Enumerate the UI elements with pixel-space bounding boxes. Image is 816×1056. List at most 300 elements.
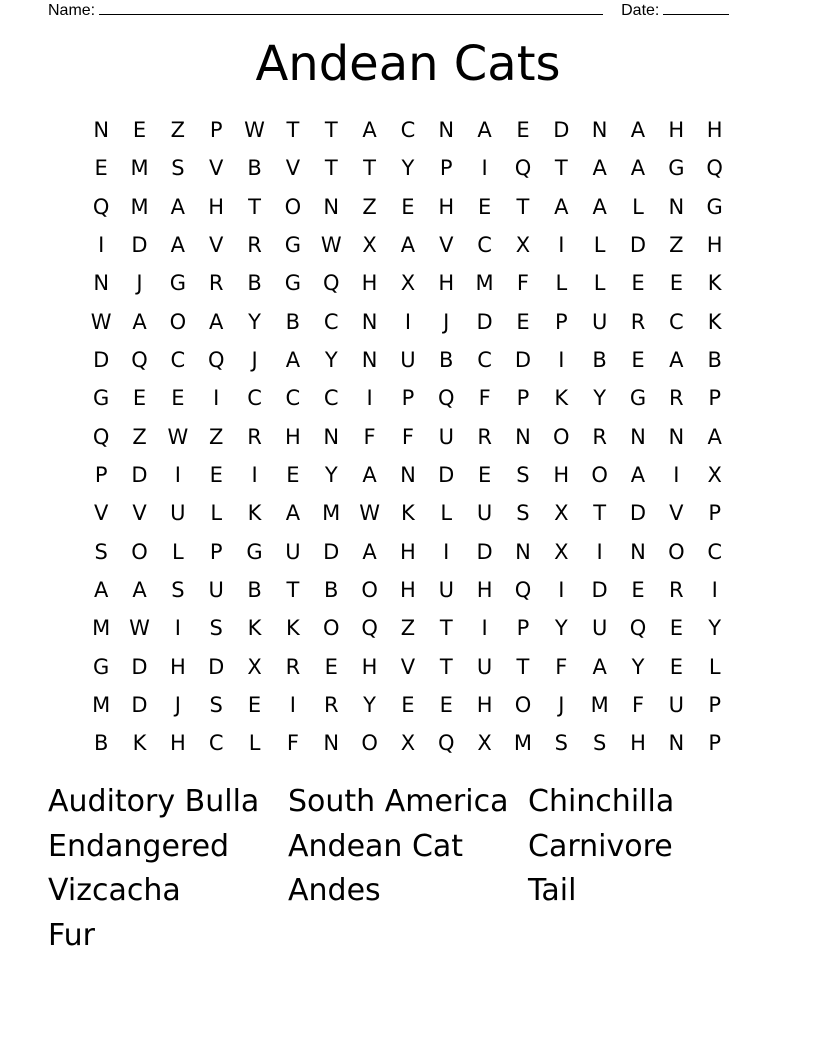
grid-letter[interactable]: W — [244, 118, 265, 143]
grid-letter[interactable]: I — [481, 156, 488, 181]
grid-letter[interactable]: N — [438, 118, 455, 143]
grid-row — [82, 456, 734, 494]
grid-letter[interactable]: E — [286, 463, 300, 488]
grid-letter[interactable]: S — [516, 463, 530, 488]
grid-letter[interactable]: O — [591, 463, 608, 488]
grid-letter[interactable]: S — [209, 693, 223, 718]
grid-letter[interactable]: N — [668, 731, 685, 756]
grid-letter[interactable]: C — [285, 386, 301, 411]
grid-letter[interactable]: F — [631, 693, 645, 718]
grid-letter[interactable]: H — [208, 194, 225, 219]
grid-letter[interactable]: X — [400, 271, 416, 296]
date-label: Date: — [621, 2, 660, 19]
grid-letter[interactable]: D — [629, 233, 647, 258]
letter-grid — [82, 111, 734, 763]
grid-letter[interactable]: D — [208, 654, 225, 679]
grid-letter[interactable]: G — [93, 654, 110, 679]
grid-letter[interactable]: G — [629, 386, 647, 411]
grid-letter[interactable]: F — [401, 424, 414, 449]
grid-letter[interactable]: H — [553, 463, 570, 488]
grid-letter[interactable]: O — [553, 424, 570, 449]
grid-letter[interactable]: N — [323, 424, 340, 449]
grid-letter[interactable]: C — [400, 118, 416, 143]
grid-letter[interactable]: N — [515, 424, 531, 449]
grid-letter[interactable]: B — [285, 309, 301, 334]
grid-letter[interactable]: P — [94, 463, 108, 488]
grid-letter[interactable]: E — [209, 463, 223, 488]
grid-letter[interactable]: I — [251, 463, 258, 488]
word-list-item: Tail — [528, 873, 577, 908]
grid-letter[interactable]: C — [170, 348, 186, 373]
grid-letter[interactable]: R — [630, 309, 646, 334]
grid-letter[interactable]: X — [247, 654, 262, 679]
grid-letter[interactable]: D — [93, 348, 110, 373]
grid-letter[interactable]: E — [516, 118, 530, 143]
grid-row — [82, 303, 734, 341]
grid-letter[interactable]: Y — [554, 616, 568, 641]
grid-letter[interactable]: E — [669, 654, 683, 679]
grid-letter[interactable]: E — [132, 386, 147, 411]
grid-letter[interactable]: P — [401, 386, 415, 411]
grid-letter[interactable]: A — [592, 654, 607, 679]
grid-letter[interactable]: E — [631, 271, 645, 296]
grid-letter[interactable]: X — [515, 233, 531, 258]
grid-letter[interactable]: M — [475, 271, 494, 296]
grid-letter[interactable]: L — [172, 539, 184, 564]
grid-letter[interactable]: C — [707, 539, 722, 564]
grid-letter[interactable]: E — [94, 156, 108, 181]
grid-letter[interactable]: O — [169, 309, 187, 334]
grid-letter[interactable]: H — [361, 271, 378, 296]
grid-letter[interactable]: D — [131, 463, 148, 488]
grid-letter[interactable]: N — [323, 731, 340, 756]
grid-letter[interactable]: Z — [400, 616, 416, 641]
grid-letter[interactable]: C — [323, 309, 339, 334]
grid-letter[interactable]: W — [359, 501, 380, 526]
grid-letter[interactable]: H — [438, 194, 455, 219]
grid-letter[interactable]: U — [285, 539, 301, 564]
grid-letter[interactable]: Z — [362, 194, 377, 219]
grid-letter[interactable]: N — [630, 539, 646, 564]
grid-letter[interactable]: U — [208, 578, 224, 603]
grid-letter[interactable]: T — [554, 156, 568, 181]
grid-letter[interactable]: E — [631, 578, 645, 603]
grid-letter[interactable]: P — [708, 386, 721, 411]
grid-letter[interactable]: A — [592, 194, 607, 219]
date-field[interactable] — [663, 0, 729, 15]
grid-letter[interactable]: Y — [324, 463, 338, 488]
grid-letter[interactable]: H — [630, 731, 646, 756]
grid-letter[interactable]: Q — [706, 156, 723, 181]
grid-letter[interactable]: M — [322, 501, 341, 526]
grid-letter[interactable]: Y — [593, 386, 607, 411]
grid-letter[interactable]: X — [362, 233, 377, 258]
grid-letter[interactable]: S — [516, 501, 530, 526]
grid-letter[interactable]: R — [208, 271, 224, 296]
grid-letter[interactable]: L — [593, 233, 606, 258]
grid-letter[interactable]: H — [476, 578, 493, 603]
grid-letter[interactable]: W — [167, 424, 189, 449]
grid-letter[interactable]: J — [251, 348, 258, 373]
grid-letter[interactable]: R — [669, 386, 684, 411]
grid-letter[interactable]: E — [401, 194, 415, 219]
grid-letter[interactable]: S — [554, 731, 568, 756]
grid-letter[interactable]: M — [92, 693, 111, 718]
grid-letter[interactable]: H — [400, 539, 416, 564]
grid-letter[interactable]: V — [93, 501, 109, 526]
grid-letter[interactable]: X — [554, 539, 569, 564]
grid-letter[interactable]: I — [558, 348, 565, 373]
grid-letter[interactable]: K — [707, 309, 722, 334]
grid-letter[interactable]: N — [361, 348, 378, 373]
grid-letter[interactable]: B — [247, 578, 262, 603]
grid-letter[interactable]: A — [285, 348, 301, 373]
grid-letter[interactable]: A — [554, 194, 569, 219]
grid-letter[interactable]: C — [477, 233, 492, 258]
grid-letter[interactable]: T — [248, 194, 261, 219]
grid-row — [82, 379, 734, 417]
grid-letter[interactable]: K — [286, 616, 300, 641]
grid-letter[interactable]: T — [324, 118, 338, 143]
grid-letter[interactable]: X — [477, 731, 492, 756]
grid-letter[interactable]: E — [631, 348, 645, 373]
grid-letter[interactable]: T — [286, 578, 300, 603]
grid-letter[interactable]: S — [94, 539, 108, 564]
grid-letter[interactable]: U — [668, 693, 685, 718]
grid-letter[interactable]: A — [630, 463, 646, 488]
grid-letter[interactable]: B — [592, 348, 607, 373]
grid-letter[interactable]: Q — [514, 578, 532, 603]
grid-letter[interactable]: H — [361, 654, 378, 679]
grid-letter[interactable]: C — [323, 386, 339, 411]
grid-letter[interactable]: D — [476, 309, 493, 334]
grid-letter[interactable]: I — [289, 693, 296, 718]
grid-letter[interactable]: H — [400, 578, 416, 603]
grid-letter[interactable]: F — [363, 424, 376, 449]
grid-letter[interactable]: B — [707, 348, 722, 373]
grid-letter[interactable]: Y — [708, 616, 722, 641]
grid-letter[interactable]: F — [478, 386, 491, 411]
grid-letter[interactable]: S — [171, 156, 185, 181]
grid-letter[interactable]: M — [513, 731, 533, 756]
grid-letter[interactable]: D — [553, 118, 570, 143]
grid-letter[interactable]: L — [440, 501, 453, 526]
grid-letter[interactable]: E — [247, 693, 262, 718]
grid-letter[interactable]: R — [247, 424, 262, 449]
grid-letter[interactable]: O — [361, 731, 378, 756]
grid-letter[interactable]: K — [554, 386, 569, 411]
grid-letter[interactable]: P — [708, 693, 721, 718]
grid-letter[interactable]: J — [558, 693, 565, 718]
grid-letter[interactable]: I — [366, 386, 373, 411]
grid-letter[interactable]: G — [246, 539, 263, 564]
grid-letter[interactable]: P — [708, 501, 721, 526]
grid-letter[interactable]: A — [669, 348, 684, 373]
grid-letter[interactable]: Q — [438, 731, 455, 756]
grid-letter[interactable]: F — [555, 654, 568, 679]
grid-letter[interactable]: N — [400, 463, 416, 488]
grid-letter[interactable]: C — [208, 731, 224, 756]
grid-letter[interactable]: I — [443, 539, 450, 564]
grid-letter[interactable]: A — [170, 233, 186, 258]
grid-letter[interactable]: N — [323, 194, 340, 219]
grid-letter[interactable]: M — [92, 616, 111, 641]
grid-letter[interactable]: O — [361, 578, 378, 603]
grid-letter[interactable]: V — [132, 501, 147, 526]
grid-letter[interactable]: I — [673, 463, 680, 488]
grid-letter[interactable]: T — [363, 156, 376, 181]
grid-letter[interactable]: I — [558, 578, 565, 603]
grid-letter[interactable]: H — [169, 731, 186, 756]
grid-letter[interactable]: B — [324, 578, 339, 603]
grid-letter[interactable]: H — [438, 271, 455, 296]
grid-letter[interactable]: R — [285, 654, 301, 679]
grid-letter[interactable]: E — [516, 309, 530, 334]
grid-letter[interactable]: P — [209, 118, 223, 143]
grid-letter[interactable]: L — [555, 271, 568, 296]
grid-letter[interactable]: G — [284, 233, 302, 258]
grid-letter[interactable]: W — [129, 616, 150, 641]
grid-letter[interactable]: D — [131, 233, 148, 258]
grid-letter[interactable]: U — [438, 578, 454, 603]
grid-letter[interactable]: P — [516, 386, 530, 411]
grid-letter[interactable]: D — [476, 539, 493, 564]
grid-letter[interactable]: N — [361, 309, 378, 334]
grid-letter[interactable]: G — [169, 271, 186, 296]
grid-letter[interactable]: N — [668, 424, 685, 449]
grid-letter[interactable]: E — [171, 386, 185, 411]
grid-letter[interactable]: O — [284, 194, 302, 219]
grid-letter[interactable]: Z — [669, 233, 684, 258]
grid-letter[interactable]: J — [443, 309, 450, 334]
grid-letter[interactable]: N — [591, 118, 608, 143]
grid-letter[interactable]: V — [209, 156, 224, 181]
grid-letter[interactable]: N — [515, 539, 531, 564]
grid-letter[interactable]: T — [516, 194, 530, 219]
grid-letter[interactable]: K — [132, 731, 147, 756]
grid-letter[interactable]: S — [592, 731, 607, 756]
grid-letter[interactable]: A — [362, 463, 377, 488]
grid-letter[interactable]: M — [130, 194, 149, 219]
grid-letter[interactable]: Q — [322, 271, 340, 296]
grid-letter[interactable]: A — [93, 578, 109, 603]
grid-letter[interactable]: N — [630, 424, 646, 449]
grid-letter[interactable]: Y — [631, 654, 645, 679]
grid-letter[interactable]: D — [131, 693, 148, 718]
grid-letter[interactable]: G — [706, 194, 723, 219]
word-list-item: Endangered — [48, 828, 230, 864]
grid-letter[interactable]: Z — [209, 424, 224, 449]
grid-letter[interactable]: X — [554, 501, 569, 526]
grid-letter[interactable]: Q — [92, 424, 110, 449]
grid-letter[interactable]: S — [171, 578, 185, 603]
grid-letter[interactable]: H — [706, 118, 723, 143]
name-label: Name: — [48, 2, 96, 19]
grid-letter[interactable]: I — [174, 463, 181, 488]
grid-letter[interactable]: U — [591, 309, 608, 334]
grid-letter[interactable]: L — [210, 501, 223, 526]
grid-letter[interactable]: P — [554, 309, 568, 334]
grid-letter[interactable]: J — [136, 271, 143, 296]
grid-letter[interactable]: A — [592, 156, 607, 181]
grid-letter[interactable]: B — [247, 271, 262, 296]
grid-letter[interactable]: V — [669, 501, 684, 526]
grid-letter[interactable]: D — [514, 348, 532, 373]
grid-letter[interactable]: X — [400, 731, 416, 756]
grid-letter[interactable]: H — [706, 233, 723, 258]
grid-letter[interactable]: U — [438, 424, 454, 449]
grid-letter[interactable]: E — [477, 463, 492, 488]
grid-letter[interactable]: Y — [401, 156, 415, 181]
grid-letter[interactable]: A — [630, 156, 646, 181]
grid-letter[interactable]: R — [669, 578, 684, 603]
grid-letter[interactable]: T — [439, 616, 453, 641]
grid-letter[interactable]: U — [170, 501, 186, 526]
grid-letter[interactable]: P — [439, 156, 453, 181]
grid-letter[interactable]: T — [324, 156, 338, 181]
grid-letter[interactable]: C — [477, 348, 492, 373]
grid-letter[interactable]: J — [174, 693, 181, 718]
grid-letter[interactable]: K — [247, 616, 262, 641]
grid-letter[interactable]: V — [400, 654, 416, 679]
grid-letter[interactable]: U — [591, 616, 608, 641]
grid-letter[interactable]: Q — [92, 194, 110, 219]
grid-letter[interactable]: F — [286, 731, 299, 756]
grid-letter[interactable]: Y — [248, 309, 261, 334]
grid-letter[interactable]: Z — [132, 424, 147, 449]
grid-letter[interactable]: A — [209, 309, 224, 334]
grid-row — [82, 648, 734, 686]
grid-letter[interactable]: C — [668, 309, 684, 334]
grid-letter[interactable]: I — [711, 578, 718, 603]
grid-letter[interactable]: A — [477, 118, 492, 143]
grid-letter[interactable]: O — [322, 616, 340, 641]
grid-letter[interactable]: N — [668, 194, 685, 219]
grid-letter[interactable]: A — [400, 233, 416, 258]
grid-letter[interactable]: N — [93, 271, 110, 296]
grid-letter[interactable]: I — [481, 616, 488, 641]
grid-letter[interactable]: Q — [131, 348, 148, 373]
grid-letter[interactable]: I — [404, 309, 412, 334]
grid-letter[interactable]: I — [174, 616, 181, 641]
grid-letter[interactable]: T — [286, 118, 300, 143]
grid-letter[interactable]: A — [170, 194, 186, 219]
grid-letter[interactable]: L — [708, 654, 721, 679]
grid-letter[interactable]: L — [632, 194, 644, 219]
grid-letter[interactable]: D — [323, 539, 340, 564]
grid-letter[interactable]: T — [439, 654, 453, 679]
grid-letter[interactable]: V — [209, 233, 224, 258]
grid-letter[interactable]: Y — [363, 693, 376, 718]
grid-letter[interactable]: Y — [324, 348, 338, 373]
grid-letter[interactable]: E — [477, 194, 492, 219]
grid-letter[interactable]: E — [669, 616, 683, 641]
grid-letter[interactable]: R — [477, 424, 492, 449]
grid-letter[interactable]: H — [476, 693, 493, 718]
grid-letter[interactable]: W — [90, 309, 112, 334]
grid-letter[interactable]: I — [596, 539, 603, 564]
grid-letter[interactable]: M — [130, 156, 149, 181]
grid-letter[interactable]: H — [668, 118, 685, 143]
grid-letter[interactable]: G — [284, 271, 302, 296]
grid-letter[interactable]: H — [169, 654, 186, 679]
grid-letter[interactable]: Q — [207, 348, 225, 373]
grid-letter[interactable]: A — [132, 578, 147, 603]
grid-letter[interactable]: E — [669, 271, 683, 296]
grid-letter[interactable]: R — [592, 424, 607, 449]
grid-letter[interactable]: F — [516, 271, 529, 296]
grid-letter[interactable]: U — [476, 654, 493, 679]
grid-letter[interactable]: A — [362, 118, 377, 143]
grid-letter[interactable]: G — [668, 156, 685, 181]
grid-letter[interactable]: L — [248, 731, 261, 756]
grid-letter[interactable]: T — [593, 501, 607, 526]
grid-letter[interactable]: Q — [361, 616, 378, 641]
grid-letter[interactable]: A — [285, 501, 301, 526]
grid-letter[interactable]: O — [131, 539, 148, 564]
grid-letter[interactable]: P — [209, 539, 223, 564]
grid-letter[interactable]: A — [630, 118, 646, 143]
grid-letter[interactable]: I — [213, 386, 220, 411]
grid-letter[interactable]: K — [247, 501, 262, 526]
grid-letter[interactable]: A — [362, 539, 377, 564]
grid-letter[interactable]: R — [247, 233, 262, 258]
grid-letter[interactable]: A — [132, 309, 147, 334]
grid-letter[interactable]: E — [439, 693, 453, 718]
grid-letter[interactable]: I — [558, 233, 565, 258]
grid-letter[interactable]: B — [247, 156, 262, 181]
grid-letter[interactable]: D — [438, 463, 455, 488]
grid-letter[interactable]: M — [590, 693, 609, 718]
grid-letter[interactable]: X — [707, 463, 722, 488]
grid-letter[interactable]: P — [516, 616, 530, 641]
grid-letter[interactable]: O — [668, 539, 685, 564]
grid-letter[interactable]: G — [93, 386, 110, 411]
grid-letter[interactable]: D — [131, 654, 148, 679]
grid-letter[interactable]: Q — [514, 156, 532, 181]
grid-letter[interactable]: C — [247, 386, 262, 411]
grid-letter[interactable]: E — [132, 118, 147, 143]
grid-letter[interactable]: P — [708, 731, 721, 756]
grid-letter[interactable]: I — [98, 233, 105, 258]
grid-letter[interactable]: K — [707, 271, 722, 296]
grid-letter[interactable]: L — [593, 271, 606, 296]
grid-letter[interactable]: D — [629, 501, 647, 526]
name-field[interactable] — [99, 0, 603, 15]
grid-letter[interactable]: K — [401, 501, 415, 526]
grid-letter[interactable]: U — [400, 348, 416, 373]
grid-letter[interactable]: T — [516, 654, 530, 679]
grid-letter[interactable]: B — [439, 348, 454, 373]
grid-letter[interactable]: E — [324, 654, 338, 679]
grid-letter[interactable]: Z — [170, 118, 186, 143]
grid-letter[interactable]: S — [209, 616, 223, 641]
grid-letter[interactable]: Q — [629, 616, 647, 641]
grid-letter[interactable]: R — [323, 693, 339, 718]
grid-letter[interactable]: E — [401, 693, 415, 718]
grid-letter[interactable]: V — [285, 156, 301, 181]
grid-letter[interactable]: B — [93, 731, 109, 756]
grid-letter[interactable]: Q — [438, 386, 455, 411]
grid-letter[interactable]: O — [514, 693, 532, 718]
grid-letter[interactable]: V — [439, 233, 454, 258]
grid-letter[interactable]: D — [591, 578, 608, 603]
grid-letter[interactable]: H — [284, 424, 301, 449]
grid-letter[interactable]: W — [320, 233, 342, 258]
grid-letter[interactable]: A — [707, 424, 722, 449]
grid-letter[interactable]: N — [93, 118, 110, 143]
grid-letter[interactable]: U — [476, 501, 493, 526]
